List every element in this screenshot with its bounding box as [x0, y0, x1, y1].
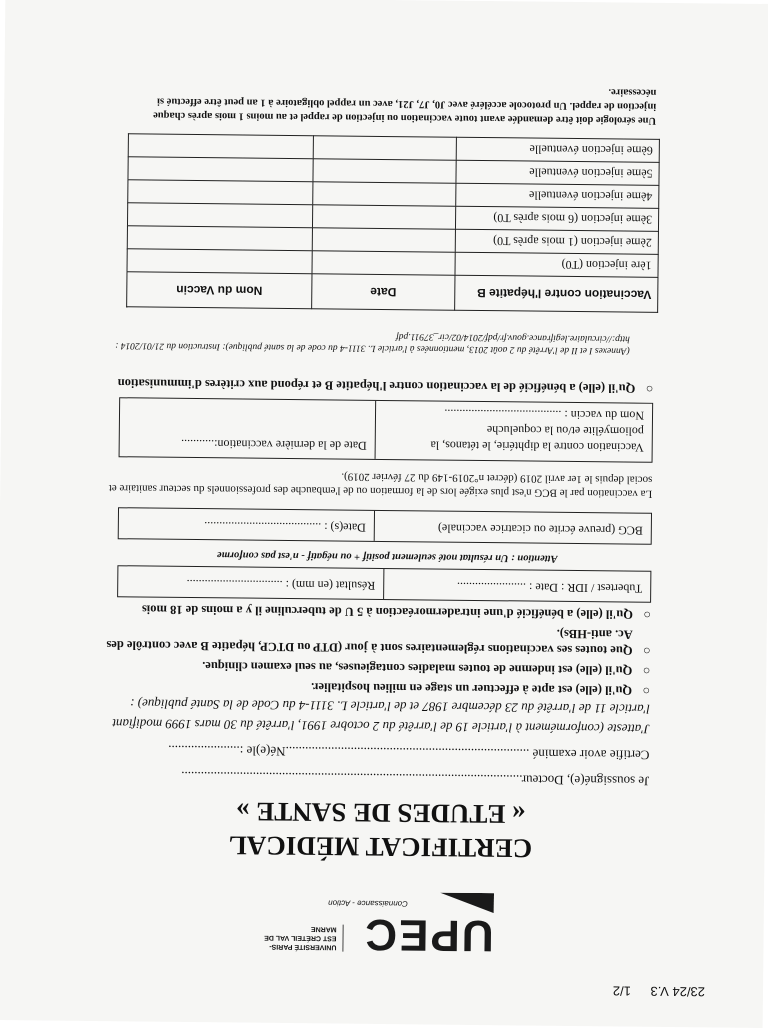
date-cell[interactable] — [312, 205, 455, 229]
bcg-label: BCG (preuve écrite ou cicatrice vaccinale) — [437, 521, 643, 538]
attention-note: Attention : Un résultat noté seulement positif + ou négatif - n'est pas conforme — [216, 549, 558, 564]
injection-label: 3ème injection (6 mois après T0) — [455, 206, 658, 231]
annex-reference: (Annexes I et II de l'Arrêté du 2 août 2013, mentionnées à l'article L. 3111-4 du code de la santé publique): Instruction du 21/01/2014 : http://circulaire.legifrance.gouv.fr/pdf/2014/02/cir_37911.pdf — [115, 331, 630, 356]
bcg-box — [118, 507, 652, 545]
dtp-vaccine-field[interactable]: Nom du vaccin : ....................................... — [444, 406, 645, 423]
intro-section — [89, 687, 650, 791]
injection-label: 4ème injection éventuelle — [456, 183, 659, 208]
dtp-box — [119, 397, 654, 463]
list-item: ○ Qu'il (elle) est indemne de toutes maladies contagieuses, au seul examen clinique. — [90, 657, 650, 679]
page-header — [597, 983, 705, 999]
column-header: Nom du Vaccin — [127, 272, 312, 309]
column-header: Date — [312, 274, 455, 310]
tubertest-box — [117, 565, 651, 603]
signed-by-line: Je soussigné(e), Docteur......................................................................................................... — [181, 768, 650, 789]
attestation-text: J'atteste (conformément à l'article 19 de l'arrêté du 2 octobre 1991, l'arrêté du 30 mars 1999 modifiant l'article 11 de l'arrêté du 23 décembre 1987 et de l'article L. 3111-4 du Code de la Santé publique) : — [112, 696, 651, 737]
injection-label: 5ème injection éventuelle — [456, 160, 659, 185]
title-line-1: CERTIFICAT MÉDICAL — [228, 830, 533, 864]
date-cell[interactable] — [313, 159, 456, 183]
vaccine-name-cell[interactable] — [128, 180, 313, 205]
document-title — [0, 792, 765, 868]
upec-logo — [263, 885, 494, 961]
vaccine-name-cell[interactable] — [127, 249, 312, 274]
tubertest-date-field[interactable]: Tubertest / IDR : Date : ....................... — [456, 579, 643, 596]
hepatitis-question: ○ Qu'il (elle) a bénéficié de la vaccination contre l'hépatite B et répond aux critères d'immunisation — [75, 375, 653, 397]
list-item: ○ Qu'il (elle) a bénéficié d'une intradermoréaction à 5 U de tuberculine il y a moins de 18 mois — [91, 601, 651, 623]
vaccine-name-cell[interactable] — [127, 203, 312, 228]
bcg-note: La vaccination par le BCG n'est plus exigée lors de la formation ou de l'embauche des professionnels du secteur sanitaire et social depuis le 1er avril 2019 (décret n°2019-149 du 27 février 2019). — [108, 470, 653, 500]
logo-wordmark: UPEC — [363, 909, 494, 961]
logo-university-name: UNIVERSITÉ PARIS-EST CRÉTEIL VAL DE MARNE — [256, 924, 343, 952]
version-ref: 23/24 V.3 — [650, 983, 706, 1000]
injection-label: 1ère injection (T0) — [455, 252, 658, 277]
vaccine-name-cell[interactable] — [127, 226, 312, 251]
bcg-dates-field[interactable]: Date(s) : ....................................... — [119, 508, 375, 541]
list-item: ○ Que toutes ses vaccinations réglementaires sont à jour (DTP ou DTCP, hépatite B avec contrôle des Ac. anti-HBs). — [91, 621, 651, 659]
title-line-2: « ETUDES DE SANTE » — [235, 796, 526, 830]
table-header-row — [127, 272, 658, 313]
dtp-cell — [376, 401, 653, 462]
vaccine-name-cell[interactable] — [128, 134, 313, 159]
tubertest-result-field[interactable]: Résultat (en mm) : ................................ — [118, 566, 384, 599]
column-header: Vaccination contre l'hépatite B — [455, 275, 658, 312]
date-cell[interactable] — [313, 182, 456, 206]
date-cell[interactable] — [312, 251, 455, 275]
hepatitis-b-table — [126, 133, 660, 313]
logo-tagline: Connaissance - Action — [328, 898, 408, 909]
date-cell[interactable] — [312, 228, 455, 252]
date-cell[interactable] — [313, 136, 456, 160]
vaccine-name-cell[interactable] — [128, 157, 313, 182]
injection-label: 2ème injection (1 mois après T0) — [455, 229, 658, 254]
page-number: 1/2 — [612, 983, 631, 999]
serology-footnote: Une sérologie doit être demandée avant toute vaccination ou injection de rappel et au moins 1 mois après chaque injection de rappel. Un protocole accéléré avec J0, J7, J21, avec un rappel obligatoire à 1 an peut être effectué si nécessaire. — [153, 86, 657, 126]
attestation-list — [90, 597, 651, 699]
patient-line: Certifie avoir examiné ...........................................................................Né(e)le :...................... — [168, 742, 650, 763]
dtp-label: Vaccination contre la diphtérie, le tétanos, la poliomyélite et/ou la coqueluche — [430, 423, 644, 455]
injection-label: 6ème injection éventuelle — [456, 137, 659, 162]
dtp-last-date-field[interactable]: Date de la dernière vaccination:........... — [120, 398, 377, 459]
list-item: ○ Qu'il (elle) est apte à effectuer un stage en milieu hospitalier. — [90, 677, 650, 699]
